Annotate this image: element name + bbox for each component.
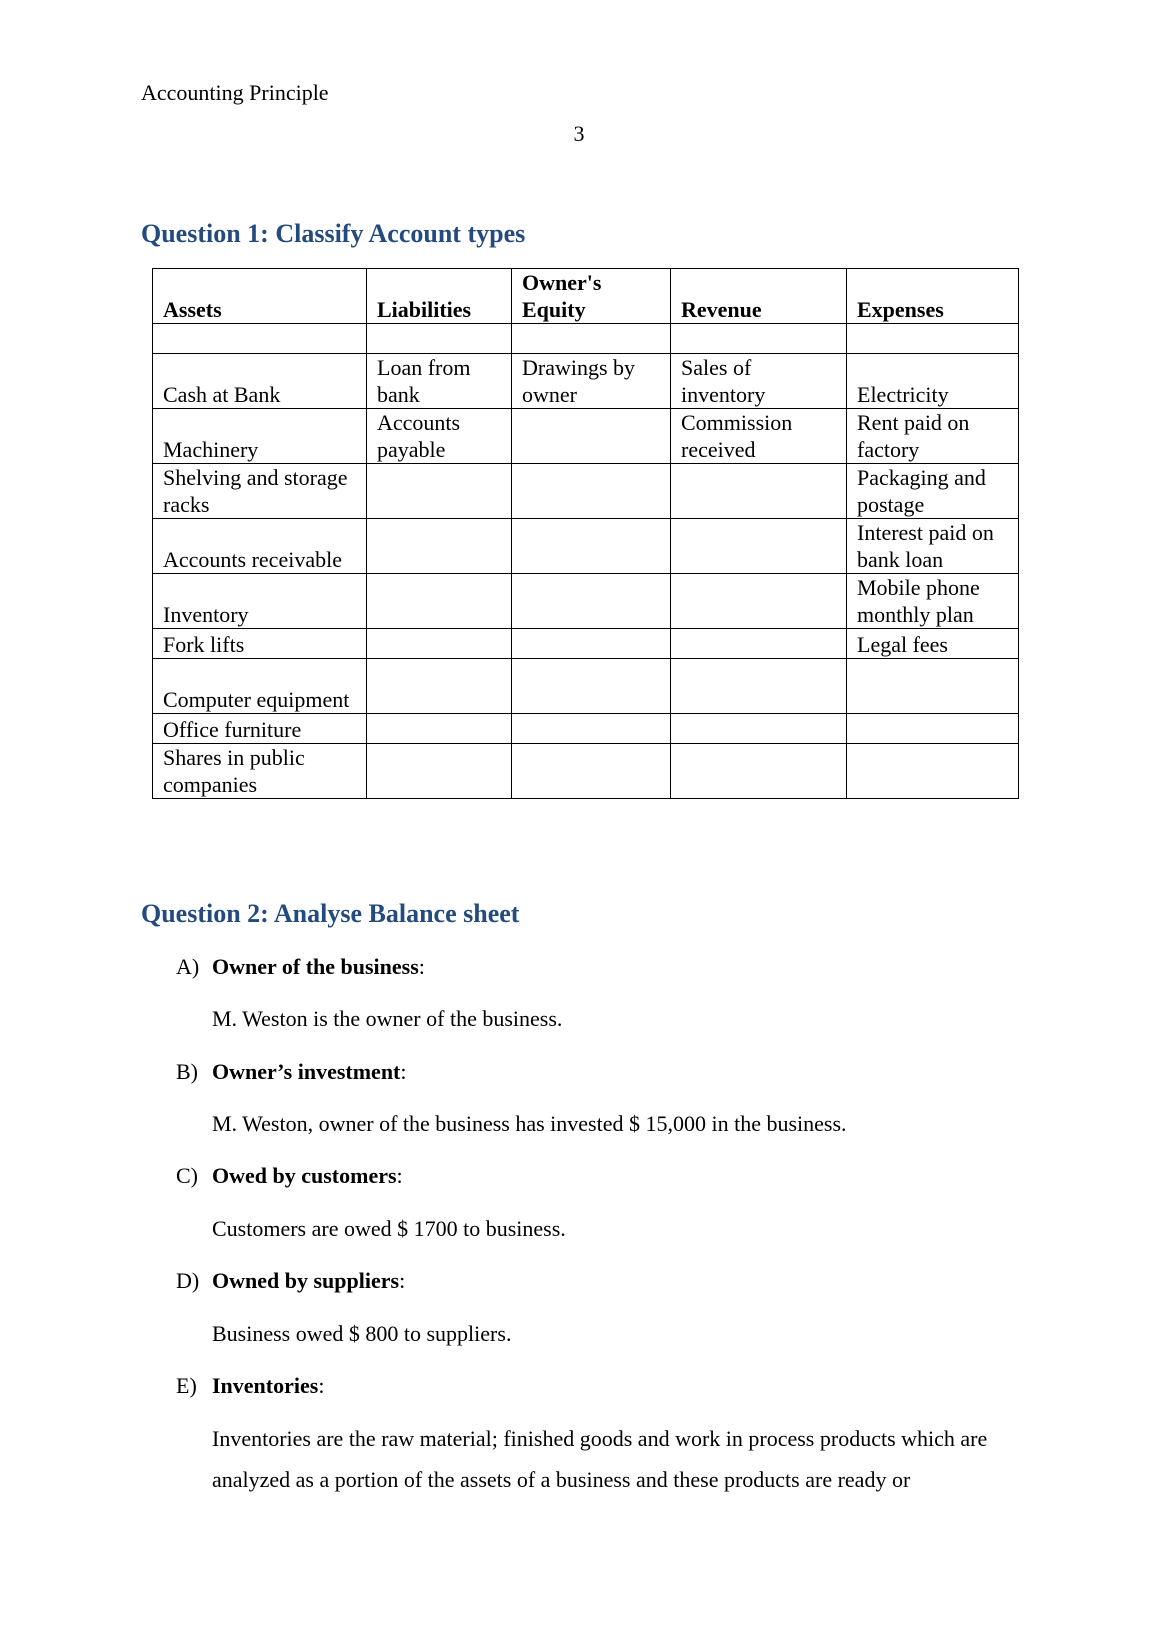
table-cell [367, 464, 512, 519]
table-row [153, 409, 1019, 464]
table-cell: Accounts payable [367, 409, 512, 464]
item-answer: M. Weston is the owner of the business. [212, 1006, 563, 1031]
item-colon: : [418, 954, 425, 979]
column-header-revenue: Revenue [671, 269, 847, 324]
table-cell: Cash at Bank [153, 354, 367, 409]
table-cell [367, 714, 512, 744]
table-cell [367, 519, 512, 574]
column-header-expenses: Expenses [847, 269, 1019, 324]
item-label: Owner’s investment [212, 1059, 401, 1084]
item-answer: Business owed $ 800 to suppliers. [212, 1321, 512, 1346]
item-answer: Inventories are the raw material; finished goods and work in process products which are analyzed as a portion of the assets of a business and these products are ready or [212, 1426, 988, 1492]
item-colon: : [396, 1163, 403, 1188]
table-row [153, 519, 1019, 574]
list-item [176, 1373, 324, 1399]
table-cell: Packaging and postage [847, 464, 1019, 519]
list-item [176, 1268, 405, 1294]
question-2-heading: Question 2: Analyse Balance sheet [141, 899, 520, 928]
list-item [176, 1163, 403, 1189]
item-answer: M. Weston, owner of the business has invested $ 15,000 in the business. [212, 1111, 847, 1136]
item-letter: E) [176, 1373, 197, 1398]
table-row [153, 659, 1019, 714]
table-cell [367, 659, 512, 714]
item-label: Inventories [212, 1373, 319, 1398]
table-cell: Loan from bank [367, 354, 512, 409]
table-cell: Computer equipment [153, 659, 367, 714]
item-colon: : [400, 1059, 407, 1084]
table-row [153, 354, 1019, 409]
table-row [153, 714, 1019, 744]
item-label: Owed by customers [212, 1163, 397, 1188]
column-header-owners-equity: Owner's Equity [512, 269, 671, 324]
item-letter: D) [176, 1268, 200, 1293]
table-cell [367, 629, 512, 659]
table-row [153, 744, 1019, 799]
table-cell [512, 324, 671, 354]
item-letter: A) [176, 954, 200, 979]
table-cell [512, 464, 671, 519]
table-cell [671, 714, 847, 744]
table-cell [512, 714, 671, 744]
table-cell [671, 659, 847, 714]
table-cell [367, 574, 512, 629]
column-header-assets: Assets [153, 269, 367, 324]
table-cell: Machinery [153, 409, 367, 464]
table-cell [671, 574, 847, 629]
table-cell [847, 324, 1019, 354]
table-cell: Inventory [153, 574, 367, 629]
column-header-liabilities: Liabilities [367, 269, 512, 324]
table-cell [512, 744, 671, 799]
table-cell [512, 659, 671, 714]
table-row [153, 629, 1019, 659]
table-cell [671, 519, 847, 574]
list-item [176, 1059, 407, 1085]
table-header-row [153, 269, 1019, 324]
table-cell [847, 744, 1019, 799]
table-cell: Legal fees [847, 629, 1019, 659]
table-cell [671, 629, 847, 659]
table-cell: Office furniture [153, 714, 367, 744]
table-cell: Mobile phone monthly plan [847, 574, 1019, 629]
table-cell [512, 574, 671, 629]
table-cell [367, 744, 512, 799]
table-cell [367, 324, 512, 354]
item-letter: B) [176, 1059, 198, 1084]
account-types-table [152, 268, 1019, 799]
table-cell [847, 659, 1019, 714]
item-label: Owned by suppliers [212, 1268, 400, 1293]
table-row [153, 464, 1019, 519]
table-cell: Drawings by owner [512, 354, 671, 409]
table-cell: Accounts receivable [153, 519, 367, 574]
table-cell: Commission received [671, 409, 847, 464]
table-cell [153, 324, 367, 354]
table-cell [847, 714, 1019, 744]
table-row [153, 574, 1019, 629]
table-cell: Rent paid on factory [847, 409, 1019, 464]
table-cell: Electricity [847, 354, 1019, 409]
table-cell: Interest paid on bank loan [847, 519, 1019, 574]
table-cell: Fork lifts [153, 629, 367, 659]
item-colon: : [318, 1373, 325, 1398]
item-label: Owner of the business [212, 954, 419, 979]
item-answer: Customers are owed $ 1700 to business. [212, 1216, 566, 1241]
table-cell [671, 744, 847, 799]
table-cell [512, 409, 671, 464]
table-cell: Sales of inventory [671, 354, 847, 409]
page-number: 3 [573, 121, 585, 146]
table-cell [512, 629, 671, 659]
table-cell [671, 324, 847, 354]
item-colon: : [399, 1268, 406, 1293]
header-title: Accounting Principle [141, 80, 329, 105]
item-letter: C) [176, 1163, 198, 1188]
list-item [176, 954, 425, 980]
table-row [153, 324, 1019, 354]
table-cell [512, 519, 671, 574]
table-cell: Shares in public companies [153, 744, 367, 799]
table-cell [671, 464, 847, 519]
question-1-heading: Question 1: Classify Account types [141, 219, 526, 248]
table-cell: Shelving and storage racks [153, 464, 367, 519]
